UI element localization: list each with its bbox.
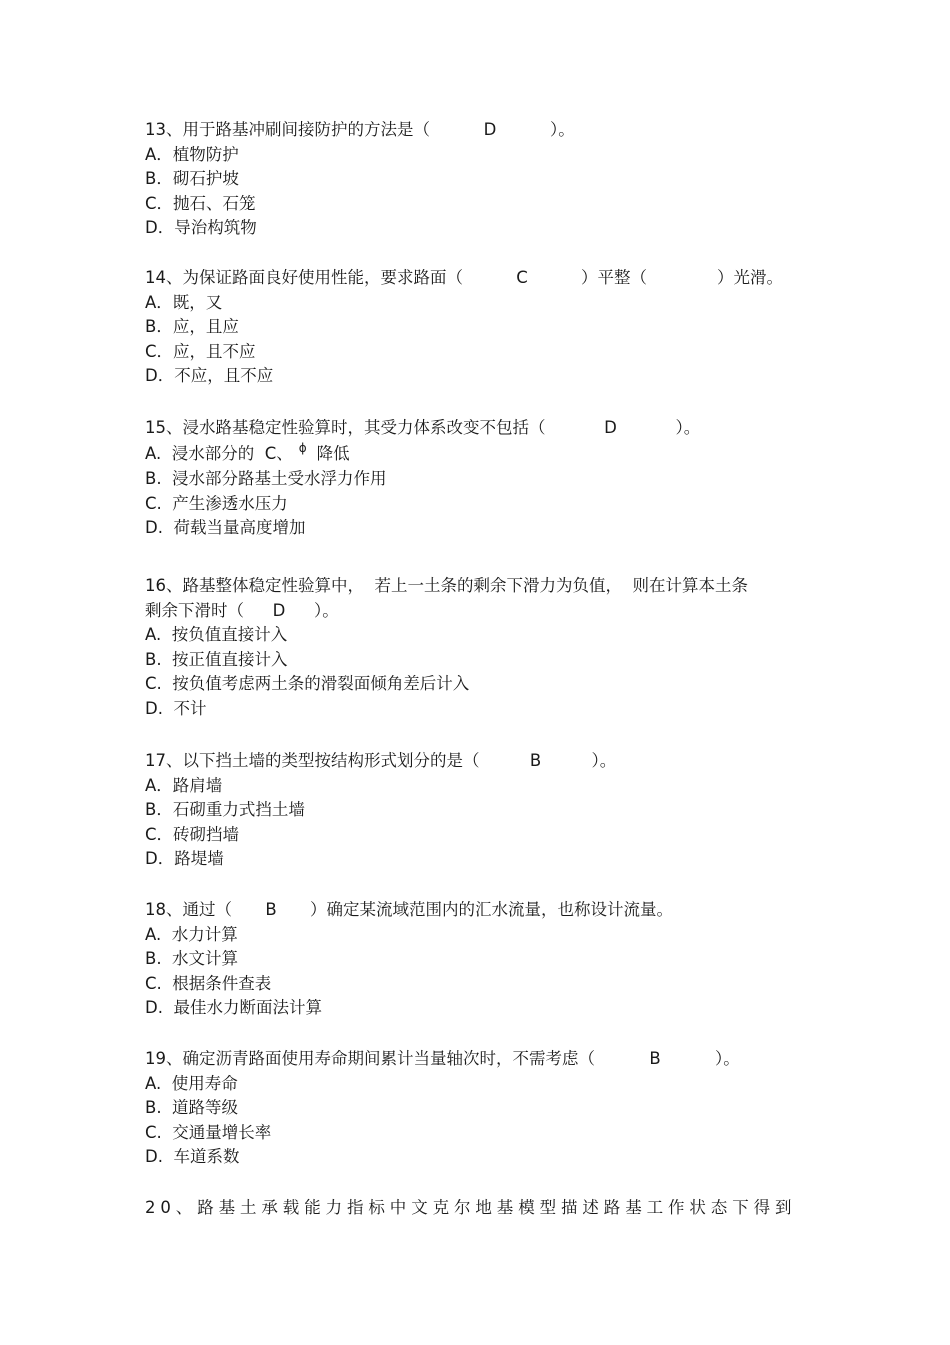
stem-text: 剩余下滑时（ — [145, 600, 244, 620]
question-stem — [145, 266, 815, 291]
option-a: A. 使用寿命 — [145, 1073, 238, 1093]
question-14 — [145, 266, 815, 389]
question-18 — [145, 898, 815, 1021]
option-a: A．路肩墙 — [145, 775, 223, 795]
option-b: B. 浸水部分路基土受水浮力作用 — [145, 469, 387, 488]
stem-text: 14、为保证路面良好使用性能，要求路面（ — [145, 268, 463, 287]
option-c: C. 产生渗透水压力 — [145, 493, 288, 513]
stem-text: ）。 — [675, 418, 701, 437]
option-d: D. 最佳水力断面法计算 — [145, 998, 322, 1017]
option-a: A．既，又 — [145, 292, 223, 312]
stem-text: ）。 — [591, 751, 617, 770]
option-a: A．植物防护 — [145, 144, 239, 164]
stem-text: ）光滑。 — [717, 268, 783, 287]
question-15 — [145, 416, 815, 541]
answer-letter: B — [649, 1049, 661, 1068]
question-20 — [145, 1196, 815, 1221]
option-c: C．应，且不应 — [145, 341, 256, 361]
stem-text: ）平整（ — [581, 268, 647, 287]
answer-letter: D — [604, 418, 617, 437]
option-d: D．导治构筑物 — [145, 218, 257, 237]
question-17 — [145, 749, 815, 872]
answer-letter: C — [516, 268, 528, 287]
question-stem — [145, 1047, 815, 1072]
stem-text: 17、以下挡土墙的类型按结构形式划分的是（ — [145, 751, 480, 770]
question-19 — [145, 1047, 815, 1170]
question-13 — [145, 118, 815, 241]
answer-letter: B — [265, 900, 277, 919]
question-stem — [145, 118, 815, 143]
option-c: C．砖砌挡墙 — [145, 824, 240, 844]
option-d: D. 不计 — [145, 698, 207, 718]
option-a-text: 降低 — [316, 443, 350, 463]
question-stem — [145, 898, 815, 923]
option-d: D. 荷载当量高度增加 — [145, 518, 306, 537]
option-b: B. 水文计算 — [145, 949, 239, 968]
option-b: B．石砌重力式挡土墙 — [145, 800, 305, 819]
option-b: B. 道路等级 — [145, 1098, 239, 1117]
option-d: D. 车道系数 — [145, 1147, 240, 1166]
answer-letter: D — [272, 600, 286, 620]
answer-letter: D — [483, 120, 497, 139]
stem-text: ）。 — [715, 1049, 740, 1068]
option-d: D．路堤墙 — [145, 849, 224, 868]
option-b: B．砌石护坡 — [145, 169, 239, 188]
stem-text: ）。 — [550, 120, 575, 139]
question-stem: 20、路基土承载能力指标中文克尔地基模型描述路基工作状态下得到 — [145, 1198, 797, 1217]
option-c: C. 根据条件查表 — [145, 973, 272, 993]
stem-text: ）。 — [314, 600, 339, 620]
stem-text: 18、通过（ — [145, 900, 232, 919]
question-stem-line-2 — [145, 599, 815, 624]
option-d: D．不应，且不应 — [145, 366, 274, 385]
stem-text: 13、用于路基冲刷间接防护的方法是（ — [145, 120, 430, 139]
option-b: B．应，且应 — [145, 317, 239, 336]
option-a — [145, 442, 815, 468]
option-a: A. 按负值直接计入 — [145, 625, 288, 644]
option-c: C. 交通量增长率 — [145, 1122, 272, 1142]
option-b: B. 按正值直接计入 — [145, 649, 288, 669]
question-16 — [145, 574, 815, 721]
question-stem-line-1: 16、路基整体稳定性验算中， 若上一土条的剩余下滑力为负值， 则在计算本土条 — [145, 576, 748, 595]
stem-text: 19、确定沥青路面使用寿命期间累计当量轴次时，不需考虑（ — [145, 1049, 595, 1068]
question-stem — [145, 416, 815, 441]
stem-text: ）确定某流域范围内的汇水流量，也称设计流量。 — [310, 900, 673, 919]
question-stem — [145, 749, 815, 774]
phi-symbol: ϕ — [298, 440, 307, 455]
option-c: C. 按负值考虑两土条的滑裂面倾角差后计入 — [145, 674, 470, 693]
answer-letter: B — [529, 751, 542, 770]
stem-text: 15、浸水路基稳定性验算时，其受力体系改变不包括（ — [145, 418, 546, 437]
option-c: C．抛石、石笼 — [145, 193, 256, 213]
option-a-text: A. 浸水部分的 C、 — [145, 443, 293, 463]
option-a: A. 水力计算 — [145, 924, 238, 944]
